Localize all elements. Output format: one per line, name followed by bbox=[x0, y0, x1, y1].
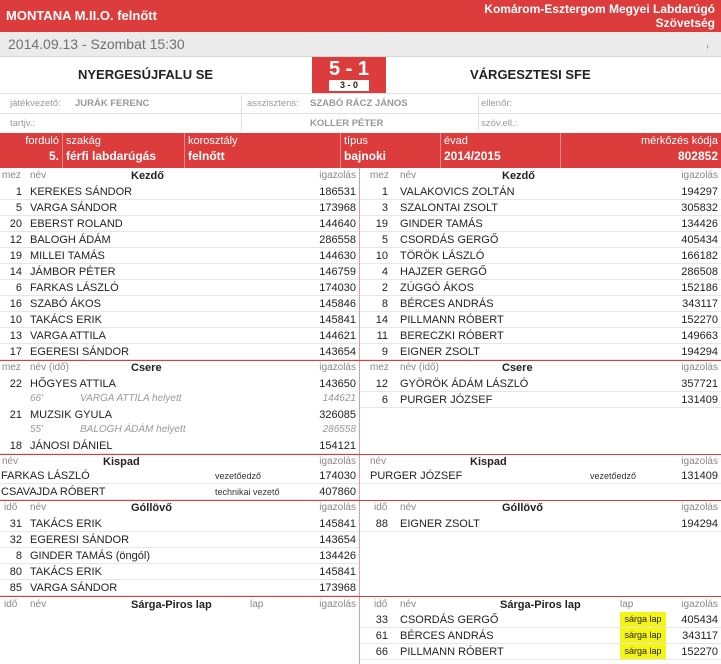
staff-name: FARKAS LÁSZLÓ bbox=[1, 470, 90, 482]
referee-label: játékvezető: bbox=[10, 98, 61, 109]
assistant1-name bbox=[310, 98, 408, 109]
replaced-id: 144621 bbox=[322, 393, 356, 404]
col-ido: idő bbox=[374, 599, 388, 610]
home-bench-header bbox=[0, 455, 359, 469]
license-id: 131409 bbox=[681, 470, 718, 482]
sub-minute: 66' bbox=[30, 393, 44, 404]
player-name: BÉRCES ANDRÁS bbox=[400, 298, 494, 310]
section-title: Sárga-Piros lap bbox=[131, 599, 212, 611]
player-name: TAKÁCS ERIK bbox=[30, 566, 102, 578]
section-title: Kezdő bbox=[131, 170, 164, 182]
license-id: 173968 bbox=[319, 582, 356, 594]
license-id: 305832 bbox=[681, 202, 718, 214]
info-key: korosztály bbox=[188, 135, 238, 147]
table-row[interactable] bbox=[0, 248, 359, 264]
section-title: Kispad bbox=[103, 456, 140, 468]
federation-title: Komárom-Esztergom Megyei Labdarúgó Szövetség bbox=[484, 2, 715, 30]
table-row[interactable] bbox=[0, 548, 359, 564]
yellow-card-badge: sárga lap bbox=[620, 612, 666, 627]
shirt-number: 9 bbox=[381, 346, 388, 358]
shirt-number: 14 bbox=[9, 266, 22, 278]
info-value: bajnoki bbox=[344, 149, 387, 163]
yellow-card-badge: sárga lap bbox=[620, 628, 666, 643]
col-mez: mez bbox=[370, 170, 389, 181]
license-id: 131409 bbox=[681, 394, 718, 406]
staff-name: PURGER JÓZSEF bbox=[370, 470, 463, 482]
player-name: VALAKOVICS ZOLTÁN bbox=[400, 186, 515, 198]
player-name: ZÚGGÓ ÁKOS bbox=[400, 282, 474, 294]
date-comma: , bbox=[705, 38, 709, 50]
player-name: PURGER JÓZSEF bbox=[400, 394, 493, 406]
table-row[interactable] bbox=[0, 484, 359, 500]
yellow-card-badge: sárga lap bbox=[620, 644, 666, 659]
table-row[interactable] bbox=[0, 376, 359, 392]
section-title: Csere bbox=[131, 362, 162, 374]
shirt-number: 12 bbox=[9, 234, 22, 246]
assistant2-name bbox=[310, 118, 383, 129]
license-id: 145846 bbox=[319, 298, 356, 310]
info-value: férfi labdarúgás bbox=[66, 149, 157, 163]
shirt-number: 2 bbox=[381, 282, 388, 294]
away-cards-header bbox=[360, 598, 721, 612]
table-row[interactable] bbox=[0, 264, 359, 280]
license-id: 149663 bbox=[681, 330, 718, 342]
license-id: 286508 bbox=[681, 266, 718, 278]
halftime-score: 3 - 0 bbox=[329, 80, 369, 91]
top-header bbox=[0, 0, 721, 32]
replaced-id: 286558 bbox=[322, 424, 356, 435]
col-nev: név bbox=[2, 456, 19, 467]
license-id: 173968 bbox=[319, 202, 356, 214]
table-row[interactable] bbox=[0, 200, 359, 216]
section-title: Góllövő bbox=[502, 502, 543, 514]
player-name: TAKÁCS ERIK bbox=[30, 314, 102, 326]
license-id: 145841 bbox=[319, 566, 356, 578]
player-name: SZALONTAI ZSOLT bbox=[400, 202, 498, 214]
shirt-number: 21 bbox=[9, 409, 22, 421]
license-id: 145841 bbox=[319, 518, 356, 530]
substitution-detail bbox=[0, 392, 359, 405]
table-row[interactable] bbox=[360, 644, 721, 660]
table-row[interactable] bbox=[360, 280, 721, 296]
license-id: 144630 bbox=[319, 250, 356, 262]
col-nev: név bbox=[30, 502, 47, 513]
replaced-player: VARGA ATTILA helyett bbox=[80, 393, 182, 404]
shirt-number: 1 bbox=[15, 186, 22, 198]
minute: 85 bbox=[9, 582, 22, 594]
player-name: EIGNER ZSOLT bbox=[400, 346, 480, 358]
col-nev: név bbox=[30, 599, 47, 610]
away-starters-header bbox=[360, 169, 721, 183]
away-bench-header bbox=[360, 455, 721, 469]
minute: 66 bbox=[375, 646, 388, 658]
col-nev: név bbox=[400, 502, 417, 513]
shirt-number: 11 bbox=[376, 330, 388, 342]
col-lap: lap bbox=[620, 599, 634, 610]
score-box bbox=[312, 57, 386, 93]
table-row[interactable] bbox=[0, 532, 359, 548]
section-title: Kispad bbox=[470, 456, 507, 468]
assistant2-value: KOLLER PÉTER bbox=[310, 118, 384, 129]
col-igazolas: igazolás bbox=[681, 170, 718, 181]
player-name: BALOGH ÁDÁM bbox=[30, 234, 111, 246]
shirt-number: 10 bbox=[375, 250, 388, 262]
shirt-number: 13 bbox=[9, 330, 22, 342]
match-date: 2014.09.13 - Szombat 15:30 bbox=[8, 36, 185, 52]
home-cards-header bbox=[0, 598, 359, 612]
license-id: 194294 bbox=[681, 346, 718, 358]
col-igazolas: igazolás bbox=[681, 456, 718, 467]
col-mez: mez bbox=[2, 362, 21, 373]
shirt-number: 6 bbox=[15, 282, 22, 294]
info-branch bbox=[62, 133, 184, 168]
player-name: TAKÁCS ERIK bbox=[30, 518, 102, 530]
player-name: PILLMANN RÓBERT bbox=[400, 646, 504, 658]
match-info-bar bbox=[0, 133, 721, 168]
col-igazolas: igazolás bbox=[681, 599, 718, 610]
table-row[interactable] bbox=[360, 516, 721, 532]
info-age-group bbox=[184, 133, 340, 168]
player-name: KEREKES SÁNDOR bbox=[30, 186, 133, 198]
section-title: Kezdő bbox=[502, 170, 535, 182]
shirt-number: 1 bbox=[381, 186, 388, 198]
shirt-number: 18 bbox=[9, 440, 22, 452]
col-ido: idő bbox=[374, 502, 388, 513]
player-name: EGERESI SÁNDOR bbox=[30, 346, 130, 358]
table-row[interactable] bbox=[0, 344, 359, 360]
license-id: 144621 bbox=[319, 330, 356, 342]
shirt-number: 10 bbox=[9, 314, 22, 326]
col-igazolas: igazolás bbox=[319, 170, 356, 181]
info-match-code bbox=[560, 133, 721, 168]
table-row[interactable] bbox=[360, 200, 721, 216]
table-row[interactable] bbox=[0, 580, 359, 596]
table-row[interactable] bbox=[0, 468, 359, 484]
tartjv-label: tartjv.: bbox=[10, 118, 36, 129]
away-subs-header bbox=[360, 361, 721, 375]
staff-name: CSAVAJDA RÓBERT bbox=[1, 486, 106, 498]
col-mez: mez bbox=[2, 170, 21, 181]
shirt-number: 14 bbox=[375, 314, 388, 326]
minute: 31 bbox=[9, 518, 22, 530]
table-row[interactable] bbox=[360, 328, 721, 344]
player-name: GINDER TAMÁS bbox=[400, 218, 483, 230]
player-name: VARGA SÁNDOR bbox=[30, 582, 118, 594]
license-id: 407860 bbox=[319, 486, 356, 498]
info-type bbox=[340, 133, 440, 168]
assistant-label: asszisztens: bbox=[247, 98, 299, 109]
col-igazolas: igazolás bbox=[319, 456, 356, 467]
license-id: 343117 bbox=[682, 630, 718, 642]
info-value: 5. bbox=[48, 149, 59, 163]
player-name: MUZSIK GYULA bbox=[30, 409, 112, 421]
license-id: 405434 bbox=[681, 614, 718, 626]
table-row[interactable] bbox=[360, 232, 721, 248]
license-id: 145841 bbox=[319, 314, 356, 326]
player-name: SZABÓ ÁKOS bbox=[30, 298, 101, 310]
divider bbox=[0, 113, 721, 114]
assistant1-value: SZABÓ RÁCZ JÁNOS bbox=[310, 98, 408, 109]
license-id: 146759 bbox=[319, 266, 356, 278]
col-nev: név bbox=[370, 456, 387, 467]
shirt-number: 22 bbox=[9, 378, 22, 390]
license-id: 326085 bbox=[319, 409, 356, 421]
player-name: JÁNOSI DÁNIEL bbox=[30, 440, 113, 452]
shirt-number: 8 bbox=[381, 298, 388, 310]
home-team[interactable]: NYERGESÚJFALU SE bbox=[78, 67, 214, 82]
staff-role: technikai vezető bbox=[215, 487, 280, 497]
license-id: 194297 bbox=[681, 186, 718, 198]
col-igazolas: igazolás bbox=[319, 502, 356, 513]
license-id: 357721 bbox=[681, 378, 718, 390]
shirt-number: 12 bbox=[375, 378, 388, 390]
player-name: JÁMBOR PÉTER bbox=[30, 266, 116, 278]
player-name: GINDER TAMÁS (öngól) bbox=[30, 550, 151, 562]
table-row[interactable] bbox=[360, 216, 721, 232]
license-id: 405434 bbox=[681, 234, 718, 246]
table-row[interactable] bbox=[0, 184, 359, 200]
table-row[interactable] bbox=[0, 438, 359, 454]
info-value: 802852 bbox=[677, 149, 718, 163]
goal-minute: 88 bbox=[375, 518, 388, 530]
table-row[interactable] bbox=[0, 216, 359, 232]
checker-label: ellenőr: bbox=[481, 98, 513, 109]
minute: 33 bbox=[375, 614, 388, 626]
shirt-number: 4 bbox=[381, 266, 388, 278]
col-igazolas: igazolás bbox=[319, 599, 356, 610]
away-goals-header bbox=[360, 501, 721, 515]
license-id: 143654 bbox=[319, 346, 356, 358]
staff-role: vezetőedző bbox=[215, 471, 262, 481]
section-title: Góllövő bbox=[131, 502, 172, 514]
table-row[interactable] bbox=[0, 564, 359, 580]
license-id: 186531 bbox=[319, 186, 356, 198]
col-nev: név bbox=[400, 599, 417, 610]
minute: 8 bbox=[15, 550, 22, 562]
col-nev: név bbox=[400, 170, 417, 181]
table-row[interactable] bbox=[360, 248, 721, 264]
table-row[interactable] bbox=[0, 312, 359, 328]
final-score: 5 - 1 bbox=[328, 58, 370, 80]
table-row[interactable] bbox=[360, 376, 721, 392]
col-ido: idő bbox=[4, 599, 18, 610]
player-name: PILLMANN RÓBERT bbox=[400, 314, 504, 326]
section-title: Sárga-Piros lap bbox=[500, 599, 581, 611]
minute: 80 bbox=[9, 566, 22, 578]
col-igazolas: igazolás bbox=[681, 502, 718, 513]
shirt-number: 16 bbox=[9, 298, 22, 310]
col-lap: lap bbox=[250, 599, 264, 610]
section-title: Csere bbox=[502, 362, 533, 374]
license-id: 144640 bbox=[319, 218, 356, 230]
player-name: CSORDÁS GERGŐ bbox=[400, 234, 499, 246]
minute: 61 bbox=[375, 630, 388, 642]
player-name: HAJZER GERGŐ bbox=[400, 266, 487, 278]
player-name: MILLEI TAMÁS bbox=[30, 250, 105, 262]
shirt-number: 17 bbox=[9, 346, 22, 358]
license-id: 286558 bbox=[319, 234, 356, 246]
szov-label: szöv.ell.: bbox=[481, 118, 518, 129]
shirt-number: 19 bbox=[9, 250, 22, 262]
player-name: EGERESI SÁNDOR bbox=[30, 534, 130, 546]
license-id: 194294 bbox=[681, 518, 718, 530]
col-ido: idő bbox=[4, 502, 18, 513]
table-row[interactable] bbox=[360, 264, 721, 280]
table-row[interactable] bbox=[0, 407, 359, 423]
player-name: GYÖRÖK ÁDÁM LÁSZLÓ bbox=[400, 378, 529, 390]
home-starters-header bbox=[0, 169, 359, 183]
player-name: BERECZKI RÓBERT bbox=[400, 330, 504, 342]
license-id: 134426 bbox=[681, 218, 718, 230]
table-row[interactable] bbox=[0, 296, 359, 312]
col-nev: név bbox=[30, 170, 47, 181]
referee-name bbox=[75, 98, 149, 109]
table-row[interactable] bbox=[360, 628, 721, 644]
table-row[interactable] bbox=[360, 392, 721, 408]
info-key: forduló bbox=[25, 135, 59, 147]
table-row[interactable] bbox=[0, 516, 359, 532]
player-name: CSORDÁS GERGŐ bbox=[400, 614, 499, 626]
substitution-detail bbox=[0, 423, 359, 436]
license-id: 152270 bbox=[681, 646, 718, 658]
license-id: 152270 bbox=[681, 314, 718, 326]
col-nev-ido: név (idő) bbox=[400, 362, 439, 373]
col-igazolas: igazolás bbox=[319, 362, 356, 373]
info-key: évad bbox=[444, 135, 468, 147]
info-value: felnőtt bbox=[188, 149, 225, 163]
minute: 32 bbox=[9, 534, 22, 546]
shirt-number: 6 bbox=[381, 394, 388, 406]
divider bbox=[0, 93, 721, 94]
section-divider bbox=[0, 596, 721, 597]
shirt-number: 5 bbox=[381, 234, 388, 246]
col-nev-ido: név (idő) bbox=[30, 362, 69, 373]
competition-title: MONTANA M.II.O. felnőtt bbox=[6, 8, 157, 23]
sub-minute: 55' bbox=[30, 424, 44, 435]
license-id: 174030 bbox=[319, 470, 356, 482]
info-season bbox=[440, 133, 560, 168]
license-id: 154121 bbox=[319, 440, 356, 452]
table-row[interactable] bbox=[360, 184, 721, 200]
info-key: mérkőzés kódja bbox=[640, 135, 718, 147]
info-value: 2014/2015 bbox=[444, 149, 501, 163]
info-key: szakág bbox=[66, 135, 101, 147]
referee-value: JURÁK FERENC bbox=[75, 98, 150, 109]
license-id: 143654 bbox=[319, 534, 356, 546]
table-row[interactable] bbox=[360, 296, 721, 312]
player-name: TÖRÖK LÁSZLÓ bbox=[400, 250, 485, 262]
home-goals-header bbox=[0, 501, 359, 515]
replaced-player: BALOGH ÁDÁM helyett bbox=[80, 424, 186, 435]
player-name: VARGA SÁNDOR bbox=[30, 202, 118, 214]
table-row[interactable] bbox=[0, 280, 359, 296]
staff-role: vezetőedző bbox=[590, 471, 637, 481]
license-id: 152186 bbox=[681, 282, 718, 294]
shirt-number: 3 bbox=[381, 202, 388, 214]
license-id: 174030 bbox=[319, 282, 356, 294]
player-name: EIGNER ZSOLT bbox=[400, 518, 480, 530]
table-row[interactable] bbox=[360, 344, 721, 360]
info-key: típus bbox=[344, 135, 368, 147]
date-bar bbox=[0, 32, 721, 57]
col-mez: mez bbox=[370, 362, 389, 373]
license-id: 166182 bbox=[681, 250, 718, 262]
away-team[interactable]: VÁRGESZTESI SFE bbox=[470, 67, 591, 82]
col-igazolas: igazolás bbox=[681, 362, 718, 373]
player-name: EBERST ROLAND bbox=[30, 218, 123, 230]
table-row[interactable] bbox=[0, 328, 359, 344]
license-id: 343117 bbox=[682, 298, 718, 310]
player-name: HŐGYES ATTILA bbox=[30, 378, 116, 390]
shirt-number: 19 bbox=[375, 218, 388, 230]
table-row[interactable] bbox=[360, 612, 721, 628]
table-row[interactable] bbox=[360, 468, 721, 484]
table-row[interactable] bbox=[0, 232, 359, 248]
table-row[interactable] bbox=[360, 312, 721, 328]
shirt-number: 20 bbox=[9, 218, 22, 230]
license-id: 143650 bbox=[319, 378, 356, 390]
player-name: FARKAS LÁSZLÓ bbox=[30, 282, 119, 294]
player-name: BÉRCES ANDRÁS bbox=[400, 630, 494, 642]
shirt-number: 5 bbox=[15, 202, 22, 214]
info-round bbox=[0, 133, 62, 168]
license-id: 134426 bbox=[319, 550, 356, 562]
player-name: VARGA ATTILA bbox=[30, 330, 107, 342]
home-subs-header bbox=[0, 361, 359, 375]
